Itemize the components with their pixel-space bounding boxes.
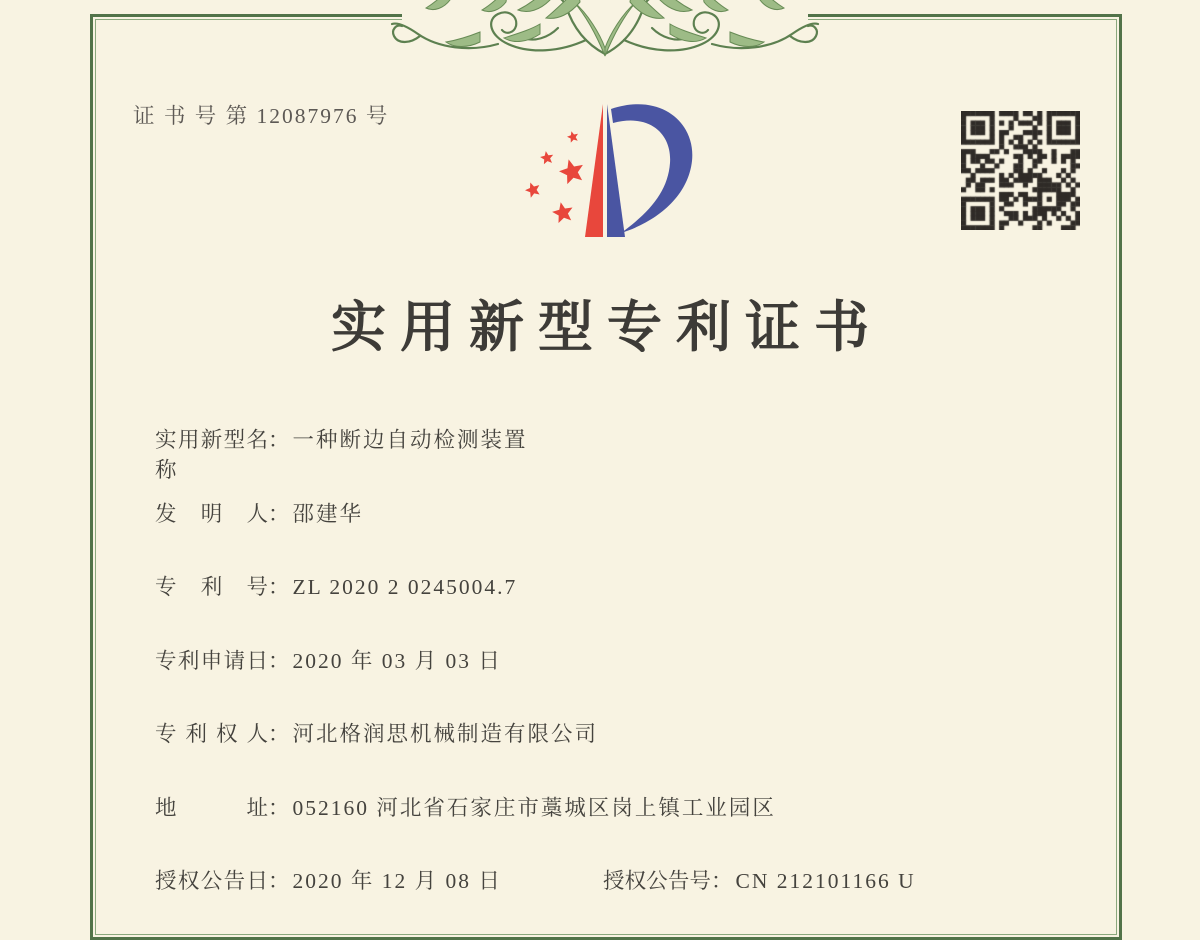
cnipa-logo-icon <box>515 95 701 245</box>
field-colon: ： <box>268 428 290 452</box>
field-label: 授权公告号 <box>603 869 711 893</box>
field-value: ZL 2020 2 0245004.7 <box>292 575 518 599</box>
certificate-number: 证 书 号 第 12087976 号 <box>133 104 390 128</box>
field-label: 地址 <box>155 795 268 820</box>
field-row-inventor <box>155 499 1105 573</box>
field-row-patentee <box>155 719 1105 793</box>
field-value: 052160 河北省石家庄市藁城区岗上镇工业园区 <box>292 795 776 820</box>
field-colon: ： <box>268 722 290 746</box>
field-label: 专利权人 <box>155 722 268 746</box>
field-label: 实用新型名称 <box>155 428 268 482</box>
field-row-utility-model-name <box>155 425 1105 499</box>
field-grant-number <box>603 866 916 896</box>
field-label: 专利号 <box>155 575 268 599</box>
field-row-grant-info <box>155 866 1105 940</box>
qr-code <box>961 111 1080 230</box>
field-value: 一种断边自动检测装置 <box>292 428 528 452</box>
field-value: 邵建华 <box>292 501 364 526</box>
field-label: 专利申请日 <box>155 648 268 673</box>
field-row-application-date <box>155 646 1105 720</box>
field-colon: ： <box>268 869 290 893</box>
field-grant-date <box>155 866 502 896</box>
field-value: 2020 年 03 月 03 日 <box>292 648 502 673</box>
field-colon: ： <box>268 501 290 526</box>
field-value: CN 212101166 U <box>735 869 916 893</box>
field-value: 河北格润思机械制造有限公司 <box>292 722 599 746</box>
field-colon: ： <box>711 869 733 893</box>
field-row-patent-number <box>155 572 1105 646</box>
field-colon: ： <box>268 648 290 673</box>
field-row-address <box>155 793 1105 867</box>
field-label: 授权公告日 <box>155 869 268 893</box>
top-ornament-flourish <box>388 0 822 64</box>
field-colon: ： <box>268 575 290 599</box>
certificate-title: 实用新型专利证书 <box>330 297 883 358</box>
certificate-fields <box>155 425 1105 940</box>
field-label: 发明人 <box>155 501 268 526</box>
field-colon: ： <box>268 795 290 820</box>
field-value: 2020 年 12 月 08 日 <box>292 869 502 893</box>
